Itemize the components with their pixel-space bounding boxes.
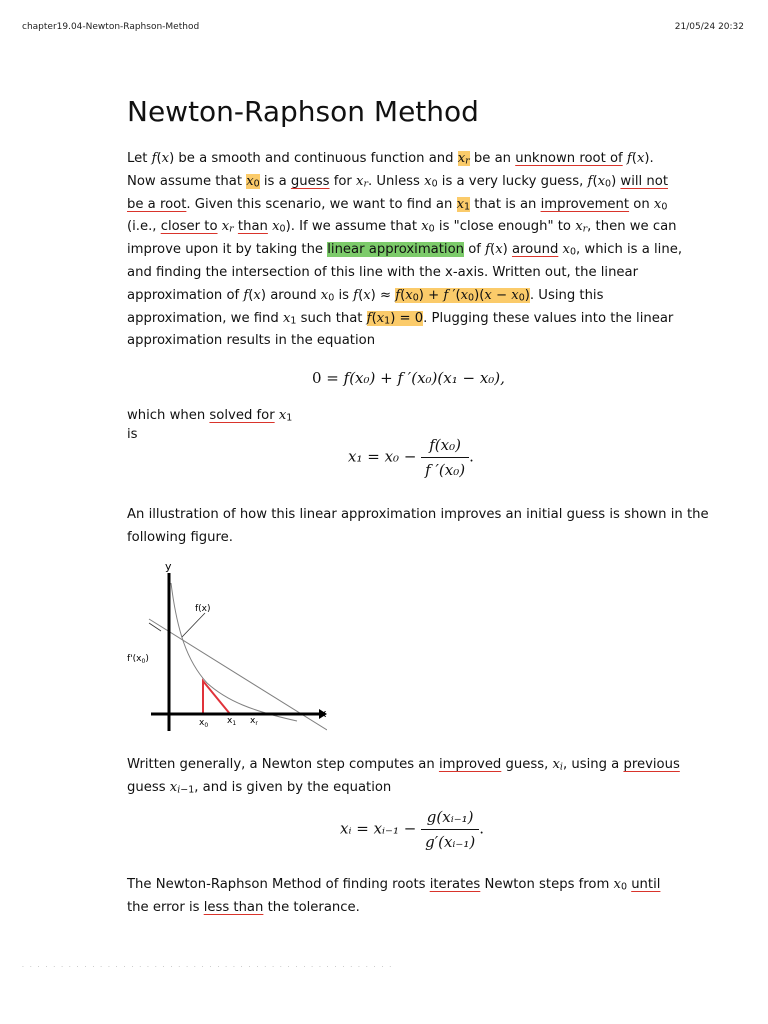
eq3-numerator: g(xᵢ₋₁) [421, 808, 479, 830]
eq1-lhs: 0 = [312, 369, 344, 387]
y-axis-label: y [165, 561, 172, 573]
x1-label: $x_1$ [227, 716, 237, 727]
eq2-tail: . [469, 447, 474, 466]
eq3-tail: . [479, 819, 484, 838]
newton-step-figure [127, 561, 327, 740]
eq2-lhs: x₁ = x₀ − [348, 447, 422, 466]
newton-step-diagram [127, 561, 327, 736]
intro-paragraph: Let f(x) be a smooth and continuous function and $x_r$ be an unknown root of f(x). Now assume that $x_0$ is a guess for $x_r$. Unless $x_0$ is a very lucky guess, $f(x_0)$ will not be a root. Given this scenario, we want to find an $x_1$ that is an improvement on $x_0$ (i.e., closer to $x_r$ than $x_0$). If we assume that $x_0$ is "close enough" to $x_r$, then we can improve upon it by taking the linear approximation of f(x) around $x_0$, which is a line, and finding the intersection of this line with the x-axis. Written out, the linear approximation of f(x) around $x_0$ is $f(x) \approx f(x_0) + f$ $'(x_0)(x - x_0)$. Using this approximation, we find $x_1$ such that $f(x_1) = 0$. Plugging these values into the linear approximation results in the equation [127, 151, 683, 349]
fpx0-label: $f'(x_0)$ [127, 654, 149, 665]
general-step-paragraph: Written generally, a Newton step computes an improved guess, $x_i$, using a previous guess $x_{i-1}$, and is given by the equation [127, 757, 680, 796]
eq3-lhs: xᵢ = xᵢ₋₁ − [340, 819, 422, 838]
print-header-title: chapter19.04-Newton-Raphson-Method [22, 22, 200, 32]
x-axis-label: x [320, 707, 327, 720]
illustration-paragraph: An illustration of how this linear approximation improves an initial guess is shown in the following figure. [127, 507, 709, 545]
print-header-datetime: 21/05/24 20:32 [674, 22, 744, 32]
eq3-denominator: g′(xᵢ₋₁) [425, 833, 476, 851]
eq1-rhs: f(x₀) + f ′(x₀)(x₁ − x₀), [343, 369, 505, 387]
footer-url-faint: · · · · · · · · · · · · · · · · · · · · · · · · · · · · · · · · · · · · · · · · · · · · · · · · [22, 964, 394, 971]
eq2-fraction [421, 436, 469, 479]
fx-label: f(x) [195, 604, 211, 614]
solved-for-paragraph: which when solved for $x_1$ is [127, 408, 293, 442]
eq3-fraction [421, 808, 479, 851]
xr-label: $x_r$ [250, 716, 258, 727]
x0-label: $x_0$ [199, 718, 209, 729]
page-title: Newton-Raphson Method [127, 95, 479, 128]
equation-x1 [348, 436, 474, 479]
equation-linear-approx-zero [312, 369, 505, 387]
eq2-numerator: f(x₀) [421, 436, 469, 458]
eq2-denominator: f ′(x₀) [425, 461, 466, 479]
conclusion-paragraph: The Newton-Raphson Method of finding roots iterates Newton steps from $x_0$ until the error is less than the tolerance. [127, 877, 661, 915]
equation-xi [340, 808, 484, 851]
